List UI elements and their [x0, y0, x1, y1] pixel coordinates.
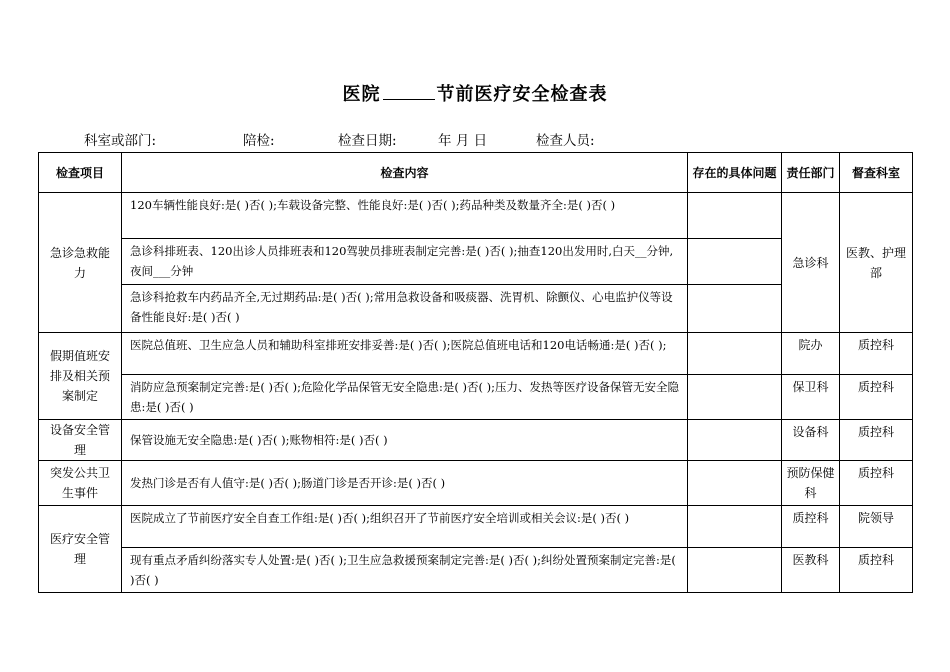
content-cell: 医院成立了节前医疗安全自查工作组:是( )否( );组织召开了节前医疗安全培训或相关会议:是( )否( )	[122, 506, 688, 548]
issue-cell[interactable]	[688, 548, 782, 593]
dept-cell: 预防保健科	[782, 461, 840, 506]
header-supervisor: 督查科室	[840, 153, 913, 193]
dept-cell: 质控科	[782, 506, 840, 548]
supervisor-cell: 质控科	[840, 461, 913, 506]
supervisor-cell: 医教、护理部	[840, 193, 913, 333]
title-blank-line[interactable]	[383, 85, 435, 100]
content-cell: 保管设施无安全隐患:是( )否( );账物相符:是( )否( )	[122, 420, 688, 461]
dept-cell: 保卫科	[782, 375, 840, 420]
content-cell: 消防应急预案制定完善:是( )否( );危险化学品保管无安全隐患:是( )否( );压力、发热等医疗设备保管无安全隐患:是( )否( )	[122, 375, 688, 420]
title-hospital: 医院	[342, 84, 381, 105]
supervisor-cell: 质控科	[840, 548, 913, 593]
issue-cell[interactable]	[688, 506, 782, 548]
escort-label: 陪检:	[243, 133, 275, 149]
table-row	[39, 548, 913, 593]
content-cell: 急诊科抢救车内药品齐全,无过期药品:是( )否( );常用急救设备和吸痰器、洗胃机、除颤仪、心电监护仪等设备性能良好:是( )否( )	[122, 285, 688, 333]
header-content: 检查内容	[122, 153, 688, 193]
content-cell: 医院总值班、卫生应急人员和辅助科室排班安排妥善:是( )否( );医院总值班电话和120电话畅通:是( )否( );	[122, 333, 688, 375]
supervisor-cell: 质控科	[840, 333, 913, 375]
supervisor-cell: 质控科	[840, 375, 913, 420]
issue-cell[interactable]	[688, 461, 782, 506]
table-row	[39, 461, 913, 506]
issue-cell[interactable]	[688, 375, 782, 420]
table-row	[39, 420, 913, 461]
content-cell: 发热门诊是否有人值守:是( )否( );肠道门诊是否开诊:是( )否( )	[122, 461, 688, 506]
item-medical-safety: 医疗安全管理	[39, 506, 122, 593]
issue-cell[interactable]	[688, 285, 782, 333]
dept-cell: 医教科	[782, 548, 840, 593]
table-row	[39, 239, 913, 285]
title-main: 节前医疗安全检查表	[436, 84, 608, 105]
item-public-health: 突发公共卫生事件	[39, 461, 122, 506]
table-row	[39, 506, 913, 548]
header-issue: 存在的具体问题	[688, 153, 782, 193]
item-equipment: 设备安全管理	[39, 420, 122, 461]
dept-cell: 设备科	[782, 420, 840, 461]
table-row	[39, 285, 913, 333]
issue-cell[interactable]	[688, 333, 782, 375]
content-cell: 现有重点矛盾纠纷落实专人处置:是( )否( );卫生应急救援预案制定完善:是( )否( );纠纷处置预案制定完善:是( )否( )	[122, 548, 688, 593]
item-holiday-duty: 假期值班安排及相关预案制定	[39, 333, 122, 420]
table-row	[39, 375, 913, 420]
date-label: 检查日期:	[338, 133, 397, 149]
issue-cell[interactable]	[688, 239, 782, 285]
header-row	[39, 153, 913, 193]
issue-cell[interactable]	[688, 420, 782, 461]
item-emergency: 急诊急救能力	[39, 193, 122, 333]
content-cell: 急诊科排班表、120出诊人员排班表和120驾驶员排班表制定完善:是( )否( );抽查120出发用时,白天__分钟,夜间___分钟	[122, 239, 688, 285]
inspector-label: 检查人员:	[536, 133, 595, 149]
supervisor-cell: 院领导	[840, 506, 913, 548]
form-title	[0, 80, 950, 106]
supervisor-cell: 质控科	[840, 420, 913, 461]
issue-cell[interactable]	[688, 193, 782, 239]
inspection-table	[38, 152, 913, 593]
dept-cell: 急诊科	[782, 193, 840, 333]
table-row	[39, 193, 913, 239]
header-dept: 责任部门	[782, 153, 840, 193]
dept-label: 科室或部门:	[84, 133, 157, 149]
date-ymd: 年 月 日	[438, 133, 488, 149]
dept-cell: 院办	[782, 333, 840, 375]
content-cell: 120车辆性能良好:是( )否( );车载设备完整、性能良好:是( )否( );药品种类及数量齐全:是( )否( )	[122, 193, 688, 239]
table-row	[39, 333, 913, 375]
header-item: 检查项目	[39, 153, 122, 193]
